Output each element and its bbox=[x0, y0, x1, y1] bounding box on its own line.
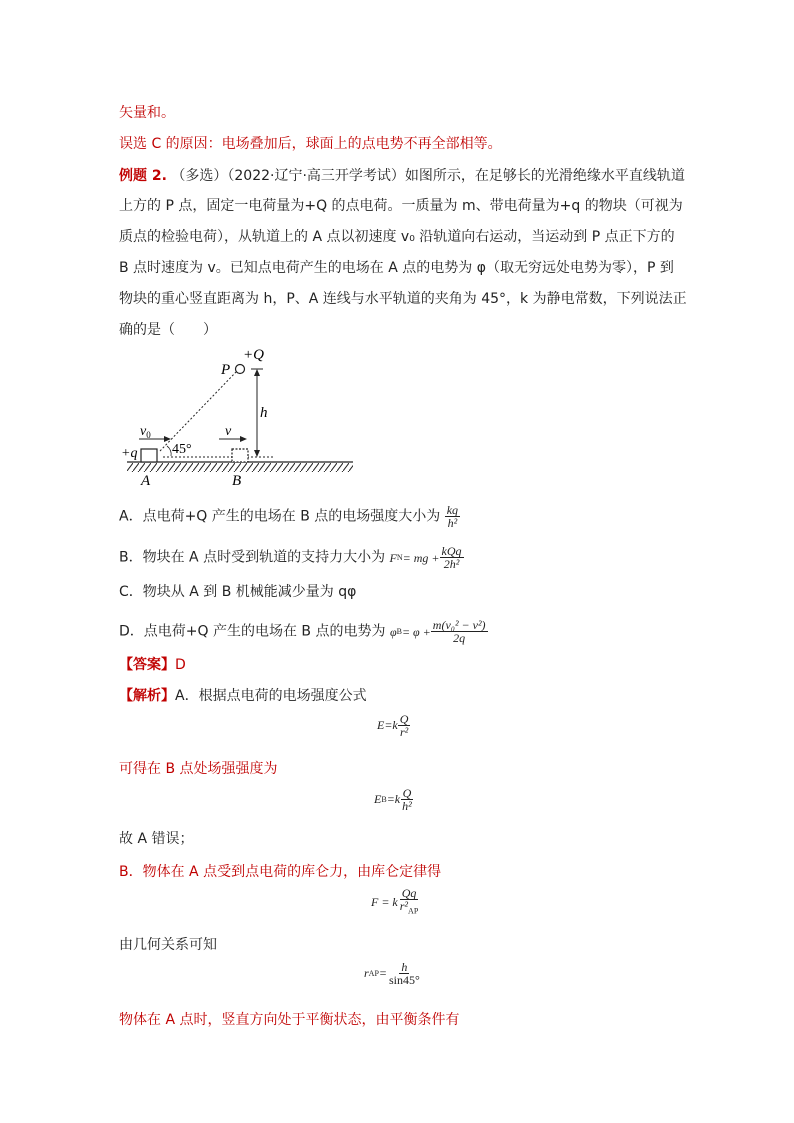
formula-eb: E B =k $\frac{Q}{\text{h²}}$ bbox=[374, 786, 412, 813]
analysis-label: 【解析】 bbox=[119, 688, 175, 704]
label-v: v bbox=[225, 424, 232, 439]
formula-f: F = k $\frac{Qq}{r^2_{AP}}$ bbox=[371, 886, 419, 916]
label-a: A bbox=[141, 473, 151, 489]
example-label: 例题 2. bbox=[119, 168, 167, 184]
label-angle: 45° bbox=[172, 442, 192, 457]
answer bbox=[119, 656, 186, 674]
option-c: C．物块从 A 到 B 机械能减少量为 qφ bbox=[119, 584, 357, 600]
label-h: h bbox=[260, 405, 268, 421]
analysis-text: B．物体在 A 点受到点电荷的库仑力，由库仑定律得 bbox=[119, 864, 442, 880]
example-line: 质点的检验电荷），从轨道上的 A 点以初速度 v₀ 沿轨道向右运动，当运动到 P 点正下方的 bbox=[119, 229, 675, 245]
label-plus-q-big: +Q bbox=[243, 347, 264, 363]
analysis-text: 故 A 错误； bbox=[119, 831, 194, 847]
label-p: P bbox=[221, 362, 231, 378]
option-a bbox=[119, 504, 460, 529]
example-line: B 点时速度为 v。已知点电荷产生的电场在 A 点的电势为 φ（取无穷远处电势为零），P 到 bbox=[119, 260, 674, 276]
option-b-formula: F N = mg + $\frac{\text{kQq}}{\text{2h²}}$ bbox=[389, 544, 462, 571]
analysis-intro bbox=[119, 687, 367, 705]
label-b: B bbox=[232, 473, 242, 489]
analysis-text: 物体在 A 点时，竖直方向处于平衡状态，由平衡条件有 bbox=[119, 1012, 460, 1028]
formula-rap: r AP = $\frac{h}{\sin 45^\circ}$ bbox=[364, 960, 420, 987]
option-d-formula: φ B = φ + $\frac{\text{m(v₀² − v²)}}{2q}$ bbox=[389, 618, 486, 645]
block-a bbox=[141, 449, 157, 462]
angle-arc bbox=[167, 446, 171, 456]
option-b bbox=[119, 545, 464, 570]
analysis-text: A．根据点电荷的电场强度公式 bbox=[175, 688, 367, 704]
ground-hatch bbox=[127, 463, 353, 472]
answer-label: 【答案】 bbox=[119, 657, 175, 673]
example-line: 上方的 P 点，固定一电荷量为+Q 的点电荷。一质量为 m、带电荷量为+q 的物块（可视为 bbox=[119, 198, 683, 214]
option-d bbox=[119, 619, 488, 644]
point-charge-p bbox=[236, 365, 245, 374]
physics-diagram bbox=[115, 343, 365, 491]
example-line: 确的是（ ） bbox=[119, 322, 217, 338]
formula-e: E=k $\frac{Q}{\text{r²}}$ bbox=[377, 712, 409, 739]
answer-value: D bbox=[175, 657, 186, 673]
option-b-text: B．物块在 A 点时受到轨道的支持力大小为 bbox=[119, 549, 386, 566]
block-b bbox=[232, 449, 248, 462]
option-d-text: D．点电荷+Q 产生的电场在 B 点的电势为 bbox=[119, 623, 386, 640]
analysis-text: 由几何关系可知 bbox=[119, 937, 217, 953]
label-plus-q: +q bbox=[121, 446, 138, 461]
example-text: （多选）（2022·辽宁·高三开学考试）如图所示，在足够长的光滑绝缘水平直线轨道 bbox=[171, 168, 685, 184]
example-line bbox=[119, 167, 685, 185]
label-v0: $v_0$ bbox=[140, 424, 151, 440]
example-line: 物块的重心竖直距离为 h，P、A 连线与水平轨道的夹角为 45°，k 为静电常数，下列说法正 bbox=[119, 291, 687, 307]
analysis-text: 可得在 B 点处场强强度为 bbox=[119, 761, 278, 777]
paragraph-text: 误选 C 的原因：电场叠加后，球面上的点电势不再全部相等。 bbox=[119, 136, 502, 152]
option-a-text: A．点电荷+Q 产生的电场在 B 点的电场强度大小为 bbox=[119, 508, 441, 525]
paragraph-text: 矢量和。 bbox=[119, 105, 175, 121]
option-a-fraction: $\frac{kq}{\text{h²}}$ bbox=[446, 503, 459, 530]
